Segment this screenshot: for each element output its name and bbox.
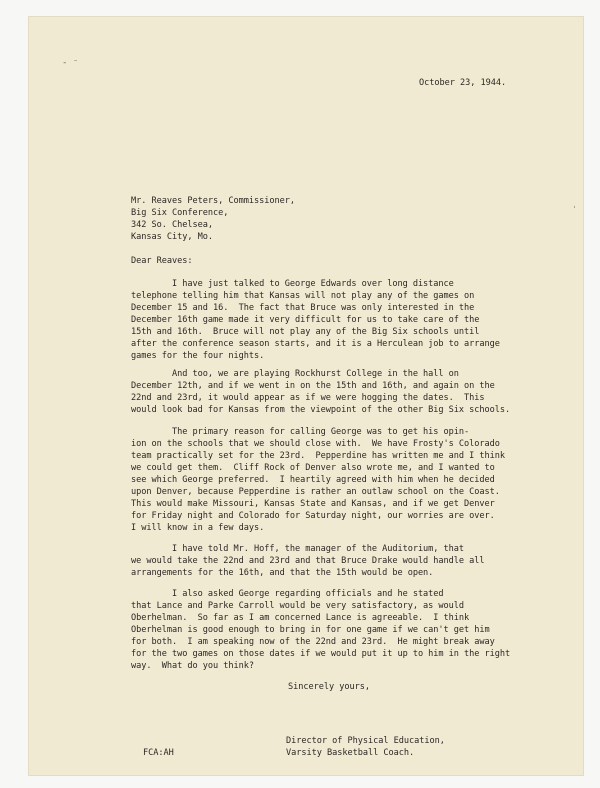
paragraph-1-line: games for the four nights. bbox=[131, 351, 265, 361]
recipient-line-3: 342 So. Chelsea, bbox=[131, 220, 213, 230]
signature-title-line-2: Varsity Basketball Coach. bbox=[286, 748, 415, 758]
paragraph-5-line: way. What do you think? bbox=[131, 661, 254, 671]
paragraph-3-line: we could get them. Cliff Rock of Denver also wrote me, and I wanted to bbox=[131, 463, 495, 473]
paragraph-1-line: I have just talked to George Edwards over long distance bbox=[131, 279, 454, 289]
closing: Sincerely yours, bbox=[288, 682, 370, 692]
paragraph-2-line: would look bad for Kansas from the viewpoint of the other Big Six schools. bbox=[131, 405, 511, 415]
paragraph-3-line: I will know in a few days. bbox=[131, 523, 265, 533]
paragraph-4-line: we would take the 22nd and 23rd and that Bruce Drake would handle all bbox=[131, 556, 485, 566]
paragraph-1-line: after the conference season starts, and it is a Herculean job to arrange bbox=[131, 339, 500, 349]
letter-date: October 23, 1944. bbox=[419, 78, 507, 88]
paragraph-3-line: This would make Missouri, Kansas State and Kansas, and if we get Denver bbox=[131, 499, 495, 509]
typist-initials: FCA:AH bbox=[143, 748, 174, 758]
paragraph-4-line: I have told Mr. Hoff, the manager of the Auditorium, that bbox=[131, 544, 465, 554]
paragraph-3-line: for Friday night and Colorado for Saturday night, our worries are over. bbox=[131, 511, 495, 521]
signature-title-line-1: Director of Physical Education, bbox=[286, 736, 445, 746]
paragraph-1-line: 15th and 16th. Bruce will not play any of the Big Six schools until bbox=[131, 327, 480, 337]
edge-mark-icon: ˈ bbox=[572, 205, 577, 214]
paragraph-5-line: for both. I am speaking now of the 22nd and 23rd. He might break away bbox=[131, 637, 495, 647]
paragraph-5-line: I also asked George regarding officials and he stated bbox=[131, 589, 444, 599]
paragraph-3-line: upon Denver, because Pepperdine is rather an outlaw school on the Coast. bbox=[131, 487, 500, 497]
stray-mark-icon: ‐ ⁻ bbox=[62, 58, 79, 68]
paragraph-3-line: The primary reason for calling George was to get his opin- bbox=[131, 427, 470, 437]
paragraph-2-line: December 12th, and if we went in on the 15th and 16th, and again on the bbox=[131, 381, 495, 391]
paragraph-2-line: And too, we are playing Rockhurst College in the hall on bbox=[131, 369, 459, 379]
paragraph-5-line: Oberhelman is good enough to bring in for one game if we can't get him bbox=[131, 625, 490, 635]
paragraph-5-line: that Lance and Parke Carroll would be very satisfactory, as would bbox=[131, 601, 465, 611]
paragraph-3-line: team practically set for the 23rd. Pepperdine has written me and I think bbox=[131, 451, 506, 461]
paragraph-5-line: for the two games on those dates if we would put it up to him in the right bbox=[131, 649, 511, 659]
paragraph-1-line: December 16th game made it very difficult for us to take care of the bbox=[131, 315, 480, 325]
paragraph-3-line: see which George preferred. I heartily agreed with him when he decided bbox=[131, 475, 495, 485]
paragraph-2-line: 22nd and 23rd, it would appear as if we were hogging the dates. This bbox=[131, 393, 485, 403]
paragraph-5-line: Oberhelman. So far as I am concerned Lance is agreeable. I think bbox=[131, 613, 470, 623]
recipient-line-1: Mr. Reaves Peters, Commissioner, bbox=[131, 196, 295, 206]
paragraph-1-line: December 15 and 16. The fact that Bruce was only interested in the bbox=[131, 303, 475, 313]
recipient-line-4: Kansas City, Mo. bbox=[131, 232, 213, 242]
salutation: Dear Reaves: bbox=[131, 256, 193, 266]
paragraph-4-line: arrangements for the 16th, and that the 15th would be open. bbox=[131, 568, 434, 578]
paragraph-1-line: telephone telling him that Kansas will not play any of the games on bbox=[131, 291, 475, 301]
recipient-line-2: Big Six Conference, bbox=[131, 208, 229, 218]
paragraph-3-line: ion on the schools that we should close with. We have Frosty's Colorado bbox=[131, 439, 500, 449]
